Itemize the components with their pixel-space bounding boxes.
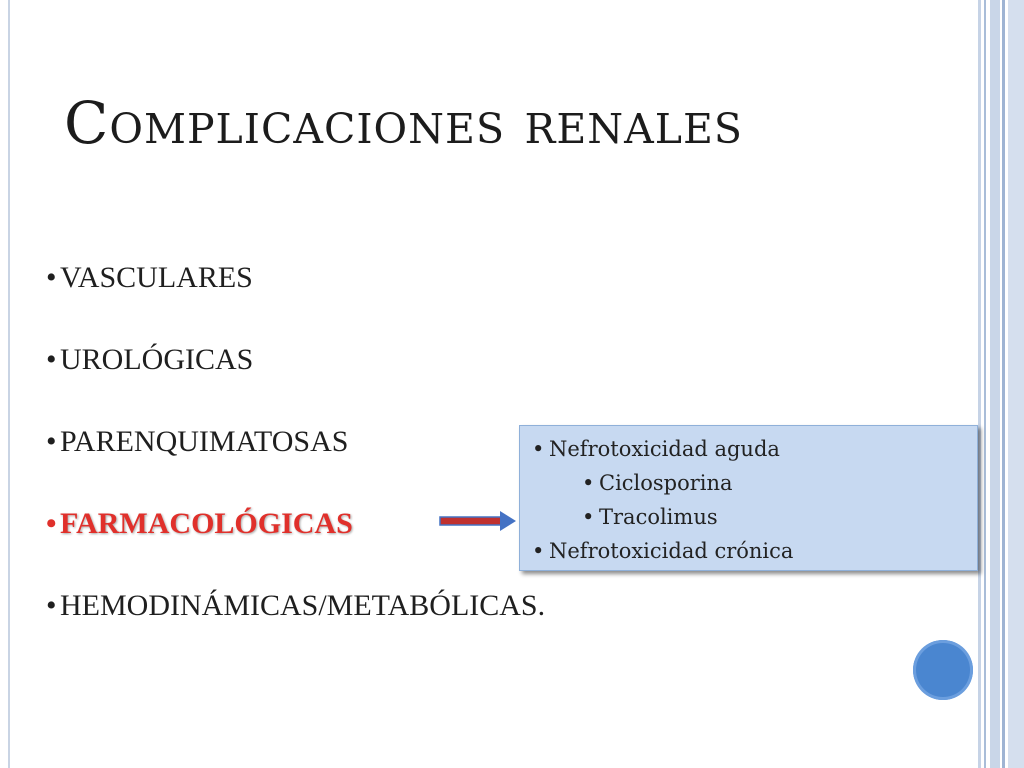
bullet: • bbox=[46, 261, 57, 294]
callout-item-label: Ciclosporina bbox=[599, 471, 733, 495]
list-item bbox=[46, 255, 686, 337]
bullet: • bbox=[582, 505, 595, 529]
bullet: • bbox=[46, 425, 57, 458]
frame-left-line bbox=[8, 0, 10, 768]
list-item-label: UROLÓGICAS bbox=[60, 343, 254, 376]
circle-decoration bbox=[913, 640, 973, 700]
bullet: • bbox=[46, 589, 57, 622]
callout-item-label: Nefrotoxicidad aguda bbox=[549, 437, 780, 461]
callout-subitem bbox=[532, 466, 977, 500]
list-item-label: PARENQUIMATOSAS bbox=[60, 425, 349, 458]
callout-list bbox=[532, 432, 977, 568]
callout-subitem bbox=[532, 500, 977, 534]
bullet: • bbox=[532, 437, 545, 461]
bullet: • bbox=[582, 471, 595, 495]
callout-box bbox=[519, 425, 978, 571]
frame-right-bars bbox=[978, 0, 1024, 768]
list-item-label: HEMODINÁMICAS/METABÓLICAS. bbox=[60, 589, 546, 622]
list-item-label: VASCULARES bbox=[60, 261, 253, 294]
callout-item-label: Nefrotoxicidad crónica bbox=[549, 539, 794, 563]
bullet: • bbox=[532, 539, 545, 563]
list-item bbox=[46, 583, 686, 665]
list-item-label: FARMACOLÓGICAS bbox=[60, 507, 353, 540]
list-item bbox=[46, 337, 686, 419]
slide-title: Complicaciones renales bbox=[64, 89, 743, 157]
callout-item bbox=[532, 432, 977, 466]
bullet: • bbox=[46, 507, 57, 540]
bullet: • bbox=[46, 343, 57, 376]
right-arrow-icon bbox=[438, 507, 518, 535]
callout-item bbox=[532, 534, 977, 568]
callout-item-label: Tracolimus bbox=[599, 505, 718, 529]
